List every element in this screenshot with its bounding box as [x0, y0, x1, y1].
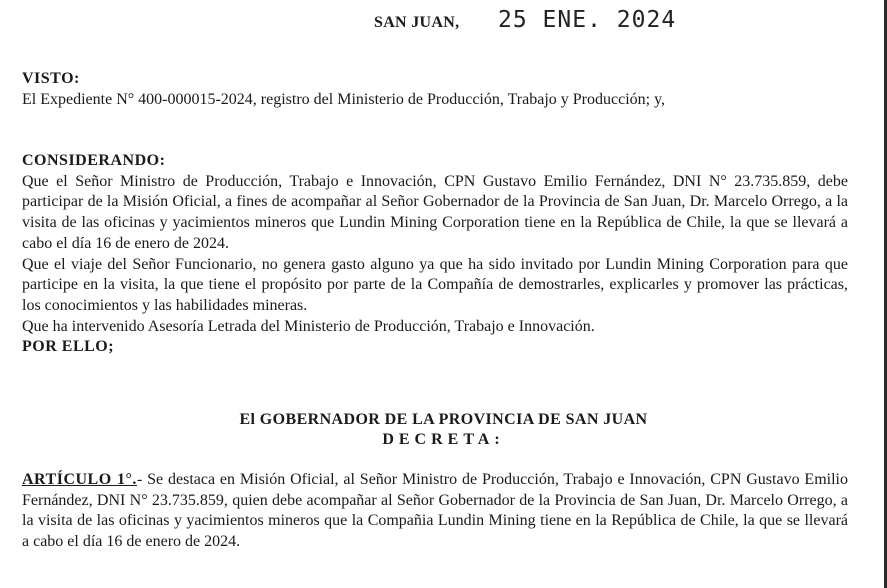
considerando-heading: CONSIDERANDO: [22, 152, 166, 169]
articulo-1 [22, 470, 848, 553]
visto-text: El Expediente N° 400-000015-2024, registro del Ministerio de Producción, Trabajo y Producción; y, [22, 90, 666, 108]
considerando-paragraph-2: Que el viaje del Señor Funcionario, no genera gasto alguno ya que ha sido invitado por Lundin Mining Corporation para que participe en la visita, la que tiene el propósito por parte de la Compañía de demostrarles, explicarles y promover las prácticas, los conocimientos y las habilidades mineras. [22, 255, 848, 314]
articulo-1-text: - Se destaca en Misión Oficial, al Señor Ministro de Producción, Trabajo e Innovación, CPN Gustavo Emilio Fernández, DNI N° 23.735.859, quien debe acompañar al Señor Gobernador de la Provincia de San Juan, Dr. Marcelo Orrego, a la visita de las oficinas y yacimientos mineros que la Compañia Lundin Mining tiene en la República de Chile, la que se llevará a cabo el día 16 de enero de 2024. [22, 471, 848, 551]
articulo-1-label: ARTÍCULO 1°. [22, 471, 137, 488]
considerando-section [22, 151, 848, 358]
considerando-paragraph-3: Que ha intervenido Asesoría Letrada del Ministerio de Producción, Trabajo e Innovación. [22, 317, 595, 335]
gobernador-title: El GOBERNADOR DE LA PROVINCIA DE SAN JUAN [239, 411, 648, 428]
por-ello-heading: POR ELLO; [22, 338, 115, 356]
place-name: SAN JUAN, [374, 14, 460, 31]
decreta-heading: DECRETA: [382, 431, 505, 448]
date-stamp: 25 ENE. 2024 [498, 7, 677, 33]
visto-heading: VISTO: [22, 70, 80, 87]
visto-section [22, 69, 848, 110]
considerando-paragraph-1: Que el Señor Ministro de Producción, Trabajo e Innovación, CPN Gustavo Emilio Fernández, DNI N° 23.735.859, debe participar de la Misión Oficial, a fines de acompañar al Señor Gobernador de la Provincia de San Juan, Dr. Marcelo Orrego, a la visita de las oficinas y yacimientos mineros que Lundin Mining Corporation tiene en la República de Chile, la que se llevará a cabo el día 16 de enero de 2024. [22, 172, 848, 252]
